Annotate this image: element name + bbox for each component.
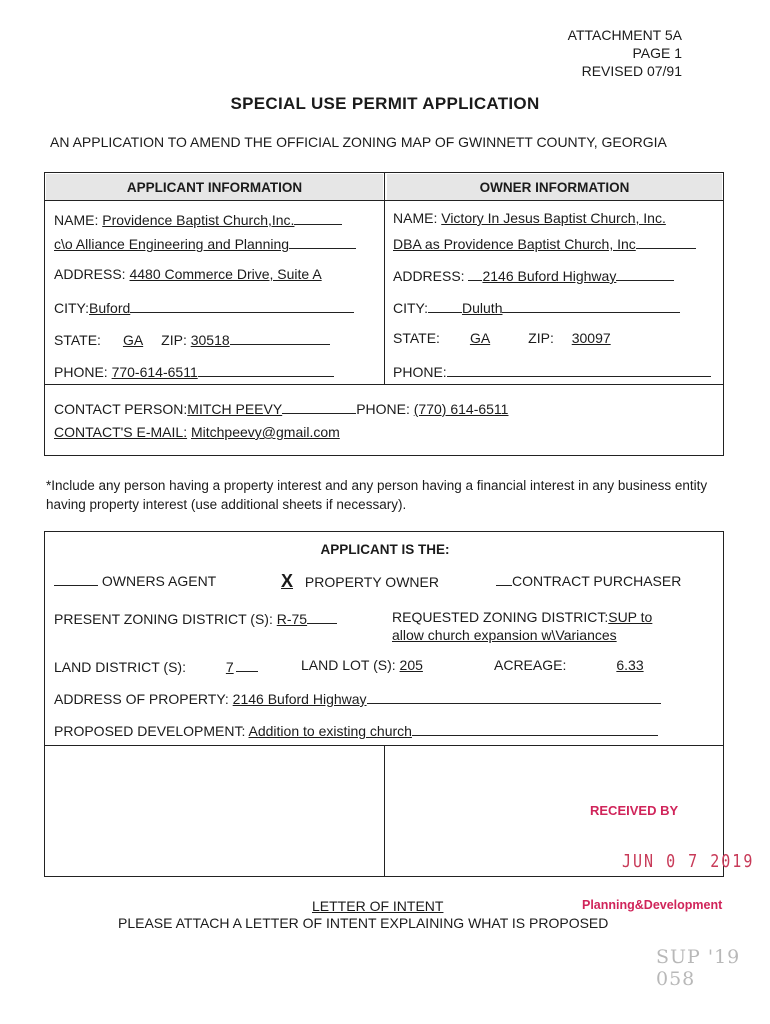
case-number-stamp: SUP '19 058	[656, 946, 741, 990]
contact-person-label: CONTACT PERSON:	[54, 401, 188, 417]
property-address-line	[367, 689, 661, 704]
applicant-name-label: NAME:	[54, 212, 99, 228]
proposed-development-value: Addition to existing church	[248, 723, 412, 739]
owner-name-row	[393, 210, 666, 226]
received-date-stamp: JUN 0 7 2019	[622, 850, 755, 872]
received-stamp: RECEIVED BY	[590, 803, 679, 818]
column-divider	[384, 172, 385, 384]
land-lot-row	[301, 657, 423, 673]
owner-name-line2-row	[393, 234, 696, 252]
owner-city-line	[502, 298, 680, 313]
applicant-phone-row	[54, 362, 334, 380]
requested-zoning-line2: allow church expansion w\Variances	[392, 627, 617, 643]
applicant-name-value: Providence Baptist Church,Inc.	[102, 212, 295, 228]
applicant-city-label: CITY:	[54, 300, 90, 316]
owner-state-label: STATE:	[393, 330, 440, 346]
owners-agent-blank	[54, 571, 98, 586]
owner-state-row	[393, 330, 633, 346]
applicant-phone-line	[198, 362, 334, 377]
applicant-address-label: ADDRESS:	[54, 266, 126, 282]
contact-phone-value: (770) 614-6511	[413, 401, 509, 417]
owner-name-line2: DBA as Providence Baptist Church, Inc	[393, 236, 636, 252]
revised-label: REVISED 07/91	[581, 63, 682, 79]
acreage-row	[494, 657, 682, 673]
applicant-address-row	[54, 266, 322, 282]
applicant-name-line2: c\o Alliance Engineering and Planning	[54, 236, 290, 252]
applicant-zip-value: 30518	[190, 332, 230, 348]
applicant-address-value: 4480 Commerce Drive, Suite A	[129, 266, 322, 282]
applicant-city-line	[130, 298, 354, 313]
owner-name-label: NAME:	[393, 210, 438, 226]
owner-address-value: 2146 Buford Highway	[482, 268, 617, 284]
page-label: PAGE 1	[632, 45, 682, 61]
land-district-line	[236, 657, 258, 672]
planning-development-stamp: Planning&Development	[582, 898, 723, 912]
owner-phone-line	[447, 362, 711, 377]
owner-zip-value: 30097	[571, 330, 611, 346]
owner-phone-label: PHONE:	[393, 364, 447, 380]
owner-phone-row	[393, 362, 711, 380]
requested-zoning-row	[392, 609, 652, 625]
owner-city-label: CITY:	[393, 300, 429, 316]
owner-city-row	[393, 298, 680, 316]
property-interest-note: *Include any person having a property interest and any person having a financial interest in any business entity having property interest (use additional sheets if necessary).	[46, 478, 708, 512]
owner-state-value: GA	[469, 330, 491, 346]
applicant-state-row	[54, 330, 330, 348]
owners-agent-option	[54, 571, 216, 589]
property-owner-option	[261, 571, 439, 592]
property-address-label: ADDRESS OF PROPERTY:	[54, 691, 229, 707]
letter-of-intent-heading	[312, 898, 443, 914]
contact-email-value: Mitchpeevy@gmail.com	[190, 424, 340, 440]
owner-address-label: ADDRESS:	[393, 268, 465, 284]
proposed-development-line	[412, 721, 658, 736]
heading-divider	[44, 200, 724, 201]
applicant-phone-value: 770-614-6511	[111, 364, 198, 380]
attachment-header	[568, 26, 682, 80]
owner-city-value: Duluth	[462, 300, 503, 316]
acreage-label: ACREAGE:	[494, 657, 567, 673]
applicant-zip-label: ZIP:	[161, 332, 187, 348]
applicant-heading: APPLICANT INFORMATION	[126, 180, 303, 195]
proposed-development-label: PROPOSED DEVELOPMENT:	[54, 723, 246, 739]
applicant-phone-label: PHONE:	[54, 364, 108, 380]
bottom-section-divider	[384, 745, 385, 877]
owner-address-row	[393, 266, 674, 284]
property-address-value: 2146 Buford Highway	[232, 691, 367, 707]
owner-city-lead	[428, 298, 462, 313]
contact-person-line	[282, 399, 356, 414]
contact-email-row	[54, 424, 340, 440]
applicant-city-row	[54, 298, 354, 316]
page-subtitle: AN APPLICATION TO AMEND THE OFFICIAL ZONING MAP OF GWINNETT COUNTY, GEORGIA	[50, 134, 667, 150]
page-title: SPECIAL USE PERMIT APPLICATION	[230, 94, 540, 113]
contract-purchaser-blank	[496, 571, 512, 586]
present-zoning-row	[54, 609, 337, 627]
present-zoning-line	[307, 609, 337, 624]
applicant-name-row	[54, 210, 342, 228]
contact-phone-label: PHONE:	[356, 401, 410, 417]
contact-divider	[44, 384, 724, 385]
applicant-city-value: Buford	[89, 300, 131, 316]
proposed-development-row	[54, 721, 658, 739]
requested-zoning-label: REQUESTED ZONING DISTRICT:	[392, 609, 609, 625]
present-zoning-value: R-75	[276, 611, 308, 627]
contact-email-label: CONTACT'S E-MAIL:	[54, 424, 188, 440]
land-district-row	[54, 657, 258, 675]
contact-person-value: MITCH PEEVY	[187, 401, 283, 417]
land-lot-label: LAND LOT (S):	[301, 657, 396, 673]
applicant-zip-line	[230, 330, 330, 345]
contract-purchaser-label: CONTRACT PURCHASER	[512, 573, 682, 589]
attachment-label: ATTACHMENT 5A	[567, 27, 682, 43]
requested-zoning-line2-row	[392, 627, 617, 643]
owner-name-line2-line	[636, 234, 696, 249]
owner-zip-label: ZIP:	[528, 330, 554, 346]
land-district-label: LAND DISTRICT (S):	[54, 659, 186, 675]
letter-of-intent-text: PLEASE ATTACH A LETTER OF INTENT EXPLAINING WHAT IS PROPOSED	[118, 915, 609, 931]
contact-person-row	[54, 399, 508, 417]
present-zoning-label: PRESENT ZONING DISTRICT (S):	[54, 611, 273, 627]
land-lot-value: 205	[399, 657, 423, 673]
contract-purchaser-option	[496, 571, 681, 589]
property-address-row	[54, 689, 661, 707]
letter-of-intent-title: LETTER OF INTENT	[312, 898, 444, 914]
property-owner-label: PROPERTY OWNER	[304, 574, 439, 590]
owner-address-line	[616, 266, 674, 281]
owners-agent-label: OWNERS AGENT	[101, 573, 217, 589]
applicant-name-line2-line	[289, 234, 356, 249]
owner-heading: OWNER INFORMATION	[479, 180, 630, 195]
applicant-name-line2-row	[54, 234, 356, 252]
land-district-value: 7	[225, 659, 234, 675]
applicant-state-value: GA	[122, 332, 144, 348]
applicant-is-heading: APPLICANT IS THE:	[320, 542, 450, 557]
owner-name-value: Victory In Jesus Baptist Church, Inc.	[441, 210, 666, 226]
property-owner-mark: X	[281, 571, 294, 591]
applicant-name-line	[294, 210, 342, 225]
applicant-state-label: STATE:	[54, 332, 101, 348]
requested-zoning-value: SUP to	[608, 609, 653, 625]
owner-address-lead	[468, 266, 482, 281]
acreage-value: 6.33	[616, 657, 644, 673]
